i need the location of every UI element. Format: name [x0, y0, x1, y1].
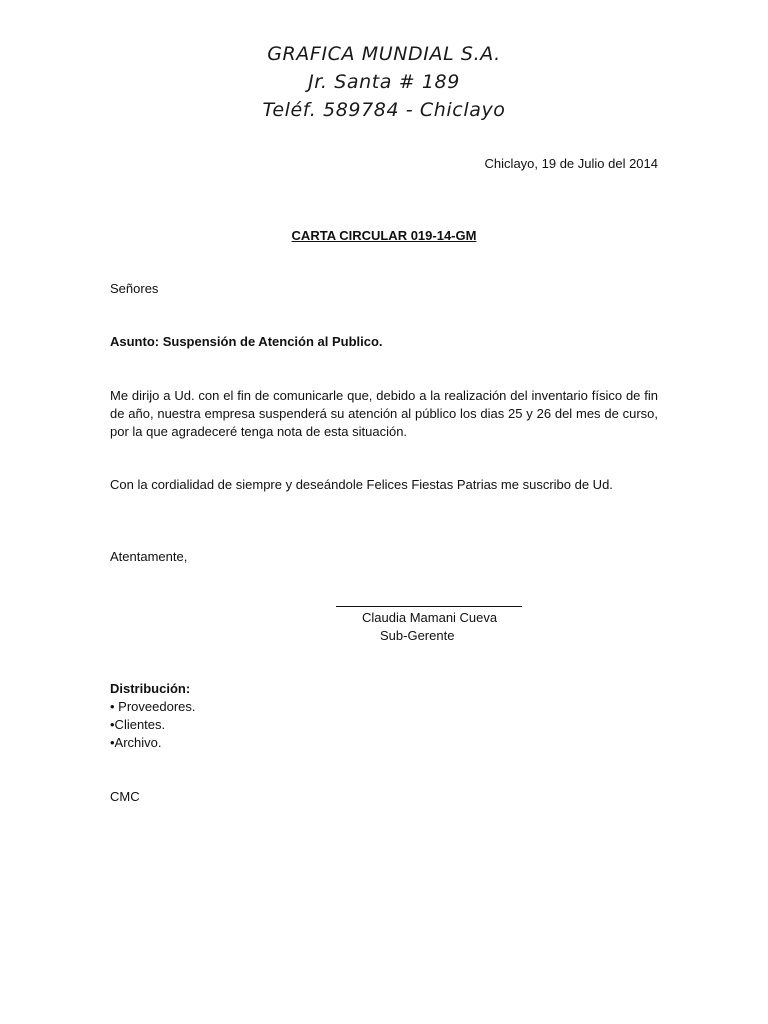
letter-title: CARTA CIRCULAR 019-14-GM: [291, 228, 477, 243]
distribution-list: [110, 698, 195, 752]
list-item: • Proveedores.: [110, 699, 196, 714]
signatory-name: Claudia Mamani Cueva: [362, 610, 498, 625]
letterhead: [0, 40, 768, 124]
author-initials: CMC: [110, 789, 140, 804]
closing: Atentamente,: [110, 549, 188, 564]
list-item: •Archivo.: [110, 735, 162, 750]
company-phone: Teléf. 589784 - Chiclayo: [262, 99, 506, 121]
salutation: Señores: [110, 281, 159, 296]
company-name: GRAFICA MUNDIAL S.A.: [267, 43, 501, 65]
closing-sentence: Con la cordialidad de siempre y deseándole Felices Fiestas Patrias me suscribo de Ud.: [110, 477, 613, 492]
subject-line: Asunto: Suspensión de Atención al Publico.: [110, 334, 383, 349]
signature-line: [336, 606, 522, 607]
list-item: •Clientes.: [110, 717, 166, 732]
distribution-heading: Distribución:: [110, 681, 191, 696]
company-address: Jr. Santa # 189: [308, 71, 460, 93]
letter-date: Chiclayo, 19 de Julio del 2014: [484, 156, 658, 171]
body-paragraph: Me dirijo a Ud. con el fin de comunicarle que, debido a la realización del inventario físico de fin de año, nuestra empresa suspenderá su atención al público los dias 25 y 26 del mes de curso, por la que agradeceré tenga nota de esta situación.: [110, 388, 658, 439]
signatory-role: Sub-Gerente: [380, 628, 455, 643]
